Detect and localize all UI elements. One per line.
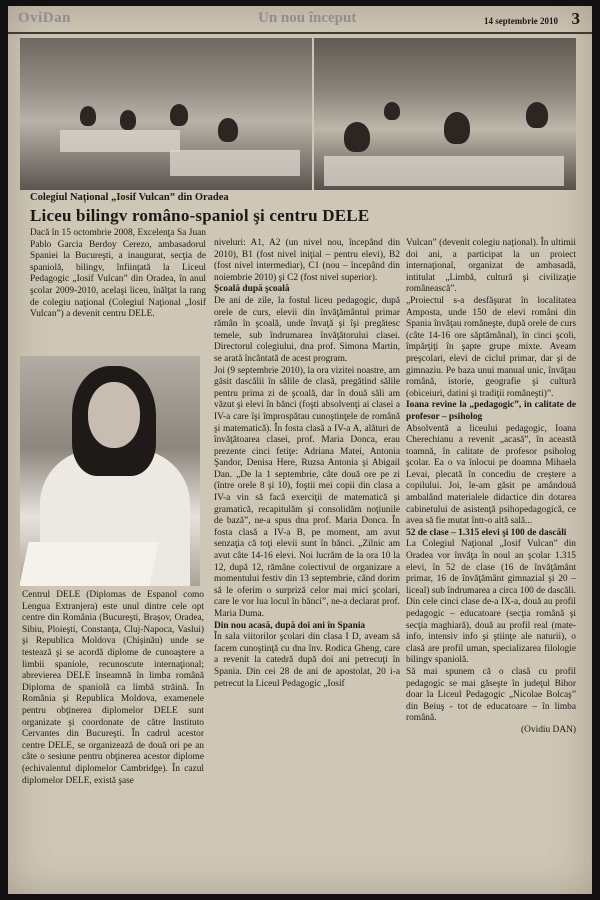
column-1-top — [30, 228, 206, 321]
column-1-bottom — [22, 590, 204, 787]
subheading: Ioana revine la „pedagogic”, în calitate de profesor – psiholog — [406, 400, 576, 422]
page-number: 3 — [571, 9, 580, 28]
paragraph: Joi (9 septembrie 2010), la ora vizitei noastre, am găsit dascălii în sălile de clasă, pregătind sălile pentru prima zi de şcoală, dar în două săli am văzut şi elevi în bănci (foşti absolvenţi ai clasei a IV-a care îşi împrospătau cunoştinţele de română şi matematică). În fosta clasă a IV-a A, alături de învăţătoarea clasei, prof. Maria Donca, erau prezente cinci fetiţe: Adriana Matei, Antonia Şandor, Denisa Here, Ruzsa Antonia şi Abigail Dan. „De la 1 septembrie, câte două ore pe zi (între orele 8 şi 10), foştii mei copii din clasa a IV-a vin să facă exerciţii de matematică şi gramatică, recapitulăm şi consolidăm noţiunile de bază”, ne-a spus dna prof. Maria Donca. În fosta clasă a IV-a B, pe moment, am avut senzaţia că toţi elevii sunt în bănci. „Zilnic am avut câte 14-16 elevi. Noi lucrăm de la ora 10 la 12, după 12, rămâne colectivul de organizare a momentului festiv din 13 septembrie, când dorim să le oferim o surpriză celor mai mici şcolari, care le vor lua locul în bănci”, ne-a declarat prof. Maria Duma. — [214, 365, 400, 619]
paragraph: „Proiectul s-a desfăşurat în localitatea Amposta, unde 150 de elevi români din Spania învăţau româneşte, după orele de curs (câte 14-16 ore săptămânal), în cinci şcoli, împărţiţi în şapte grupe mixte. Aveam preşcolari, elevi de ciclul primar, dar şi de gimnaziu. Pe baza unui manual unic, învăţau română, istorie, geografie şi cultură (obiceiuri, datini şi tradiţii româneşti)”. — [406, 295, 576, 399]
paragraph: Absolventă a liceului pedagogic, Ioana Cherechianu a revenit „acasă”, în această toamnă, în calitate de profesor psiholog şcolar. Ea o va înlocui pe doamna Mihaela Levai, plecată în concediu de creştere a copilului. Joi, le-am găsit pe amândouă ambalând materialele didactice din dotarea cabinetului de asistenţă psihopedagogică, ce avea să fie mutat într-o altă sală... — [406, 423, 576, 527]
paragraph: niveluri: A1, A2 (un nivel nou, începând din 2010), B1 (fost nivel iniţial – pentru elevi), B2 (fost nivel intermediar), C1 (nou – începând din noiembrie 2010) şi C2 (fost nivel superior). — [214, 238, 400, 283]
portrait-photo — [20, 356, 200, 586]
subheading: Din nou acasă, după doi ani în Spania — [214, 620, 366, 631]
paragraph: Dacă în 15 octombrie 2008, Excelenţa Sa Juan Pablo Garcia Berdoy Cerezo, ambasadorul Spaniei la Bucureşti, a inaugurat, secţia de spaniolă, bilingv, înfiinţată la Liceul Pedagogic „Iosif Vulcan” din Oradea, în anul şcolar 2009-2010, acelaşi liceu, înălţat la rang de colegiu naţional (Colegiul Naţional „Iosif Vulcan”) a devenit centru DELE. — [30, 228, 206, 320]
page-header — [8, 6, 592, 34]
column-3 — [406, 238, 576, 737]
paragraph: În sala viitorilor şcolari din clasa I D, aveam să facem cunoştinţă cu dna înv. Rodica Gheng, care a revenit la catedră după doi ani petrecuţi în Spania. Din cei 28 de ani de apostolat, 20 i-a petrecut la Liceul Pedagogic „Iosif — [214, 632, 400, 689]
subheading: Şcoală după şcoală — [214, 284, 290, 295]
paragraph: Centrul DELE (Diplomas de Espanol como Lengua Extranjera) este unul dintre cele opt centre din România (Bucureşti, Braşov, Oradea, Sibiu, Ploieşti, Constanţa, Cluj-Napoca, Vaslui) şi Republica Moldova (Chişinău) unde se testează şi se acordă diplome de cunoaştere a limbii spaniole, recunoscute internaţional; abrevierea DELE înseamnă în limba română Diploma de spaniolă ca limbă străină. În România şi Republica Moldova, examenele pentru obţinerea diplomelor DELE sunt organizate şi coordonate de către Instituto Cervantes din Bucureşti. În cadrul acestor centre DELE, se organizează de două ori pe an câte o sesiune pentru obţinerea acestor diplome (echivalentul diplomelor Cambridge). În cazul diplomelor DELE, există şase — [22, 590, 204, 786]
column-2 — [214, 238, 400, 690]
classroom-photo-left — [20, 38, 312, 190]
issue-date: 14 septembrie 2010 — [484, 16, 558, 26]
subheading: 52 de clase – 1.315 elevi şi 100 de dascăli — [406, 527, 567, 538]
paragraph: La Colegiul Naţional „Iosif Vulcan” din Oradea vor învăţa în noul an şcolar 1.315 elevi, în 52 de clase (16 de învăţământ primar, 16 de învăţământ gimnazial şi 20 – liceal) sub îndrumarea a circa 100 de dascăli. Din cele cinci clase de-a IX-a, două au profil pedagogic – educatoare (secţia română şi secţia maghiară), două au profil real (mate-info, intensiv info şi ştiinţe ale naturii), o clasă are profil uman, specializarea filologie bilingv spaniolă. — [406, 539, 576, 666]
newspaper-page — [8, 6, 592, 894]
paragraph: Să mai spunem că o clasă cu profil pedagogic se mai găseşte în judeţul Bihor doar la Liceul Pedagogic „Nicolae Bolcaş” din Beiuş - tot de educatoare – în limba română. — [406, 666, 576, 724]
publication-name: OviDan — [18, 10, 72, 26]
paragraph: De ani de zile, la fostul liceu pedagogic, după orele de curs, elevii din învăţământul primar rămân în şcoală, unde învaţă şi îşi pregătesc temele, sub îndrumarea învăţătorului clasei. Directorul colegiului, dna prof. Simona Martin, se arată încântată de acest program. — [214, 295, 400, 364]
classroom-photo-right — [314, 38, 576, 190]
article-kicker: Colegiul Naţional „Iosif Vulcan” din Oradea — [30, 192, 229, 203]
article-headline: Liceu bilingv româno-spaniol şi centru DELE — [30, 206, 370, 225]
paragraph: Vulcan” (devenit colegiu naţional). În ultimii doi ani, a participat la un proiect internaţional, organizat de ambasadă, intitulat „Limbă, cultură şi civilizaţie românească”. — [406, 238, 576, 295]
section-title: Un nou început — [258, 10, 357, 26]
author-signature: (Ovidiu DAN) — [521, 724, 576, 735]
